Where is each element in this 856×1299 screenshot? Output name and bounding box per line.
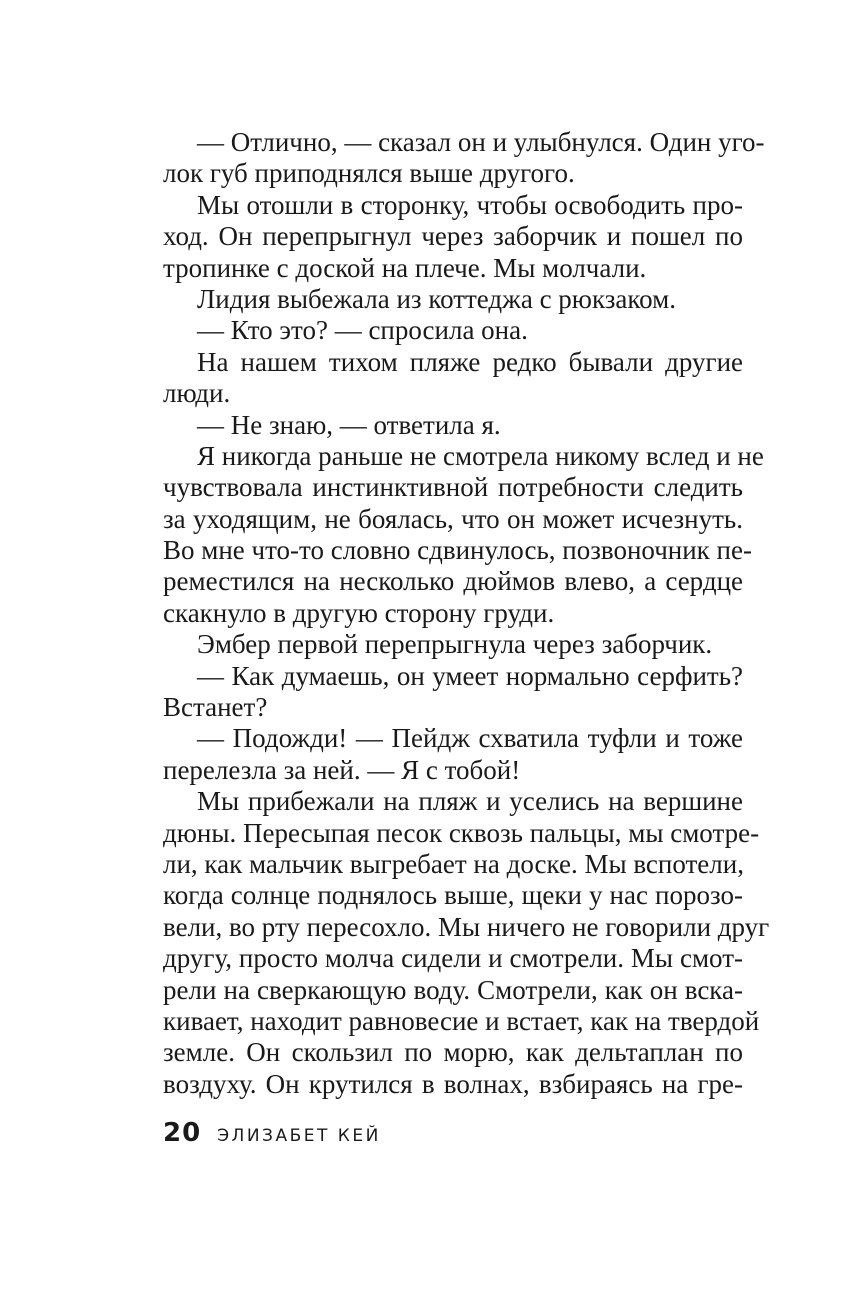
text-line: ход. Он перепрыгнул через заборчик и пошел по	[163, 221, 743, 252]
text-line: перелезла за ней. — Я с тобой!	[163, 754, 521, 785]
text-line: Мы отошли в сторонку, чтобы освободить про-	[197, 189, 743, 220]
text-line: Во мне что-то словно сдвинулось, позвоночник пе-	[163, 535, 752, 566]
text-line: — Кто это? — спросила она.	[197, 315, 528, 346]
text-line: Встанет?	[163, 692, 268, 723]
text-line: ли, как мальчик выгребает на доске. Мы вспотели,	[163, 848, 744, 879]
text-line: скакнуло в другую сторону груди.	[163, 597, 555, 628]
text-line: Эмбер первой перепрыгнула через заборчик.	[197, 629, 713, 660]
text-line: тропинке с доской на плече. Мы молчали.	[163, 252, 647, 283]
text-line: Я никогда раньше не смотрела никому вслед и не	[197, 440, 764, 471]
text-line: люди.	[163, 378, 231, 409]
text-line: чувствовала инстинктивной потребности следить	[163, 472, 743, 503]
text-line: реместился на несколько дюймов влево, а сердце	[163, 566, 743, 597]
text-line: — Подожди! — Пейдж схватила туфли и тоже	[197, 723, 743, 754]
text-line: другу, просто молча сидели и смотрели. Мы смот-	[163, 943, 743, 974]
text-line: Лидия выбежала из коттеджа с рюкзаком.	[197, 283, 676, 314]
text-line: На нашем тихом пляже редко бывали другие	[197, 346, 743, 377]
text-line: кивает, находит равновесие и встает, как на твердой	[163, 1005, 760, 1036]
text-line: вели, во рту пересохло. Мы ничего не говорили друг	[163, 911, 770, 942]
running-footer	[163, 1118, 381, 1158]
text-line: когда солнце поднялось выше, щеки у нас порозо-	[163, 880, 743, 911]
text-line: воздуху. Он крутился в волнах, взбираясь на гре-	[163, 1068, 743, 1099]
text-line: дюны. Пересыпая песок сквозь пальцы, мы смотре-	[163, 817, 760, 848]
page-number: 20	[163, 1118, 202, 1148]
text-line: Мы прибежали на пляж и уселись на вершине	[197, 786, 743, 817]
author-name: ЭЛИЗАБЕТ КЕЙ	[217, 1126, 381, 1146]
text-line: лок губ приподнялся выше другого.	[163, 158, 575, 189]
text-line: — Не знаю, — ответила я.	[197, 409, 501, 440]
text-line: рели на сверкающую воду. Смотрели, как он вска-	[163, 974, 743, 1005]
text-line: земле. Он скользил по морю, как дельтаплан по	[163, 1037, 743, 1068]
text-line: — Отлично, — сказал он и улыбнулся. Один уго-	[197, 127, 765, 157]
text-line: за уходящим, не боялась, что он может исчезнуть.	[163, 503, 743, 534]
body-text	[163, 127, 770, 1100]
text-line: — Как думаешь, он умеет нормально серфить?	[197, 660, 743, 691]
